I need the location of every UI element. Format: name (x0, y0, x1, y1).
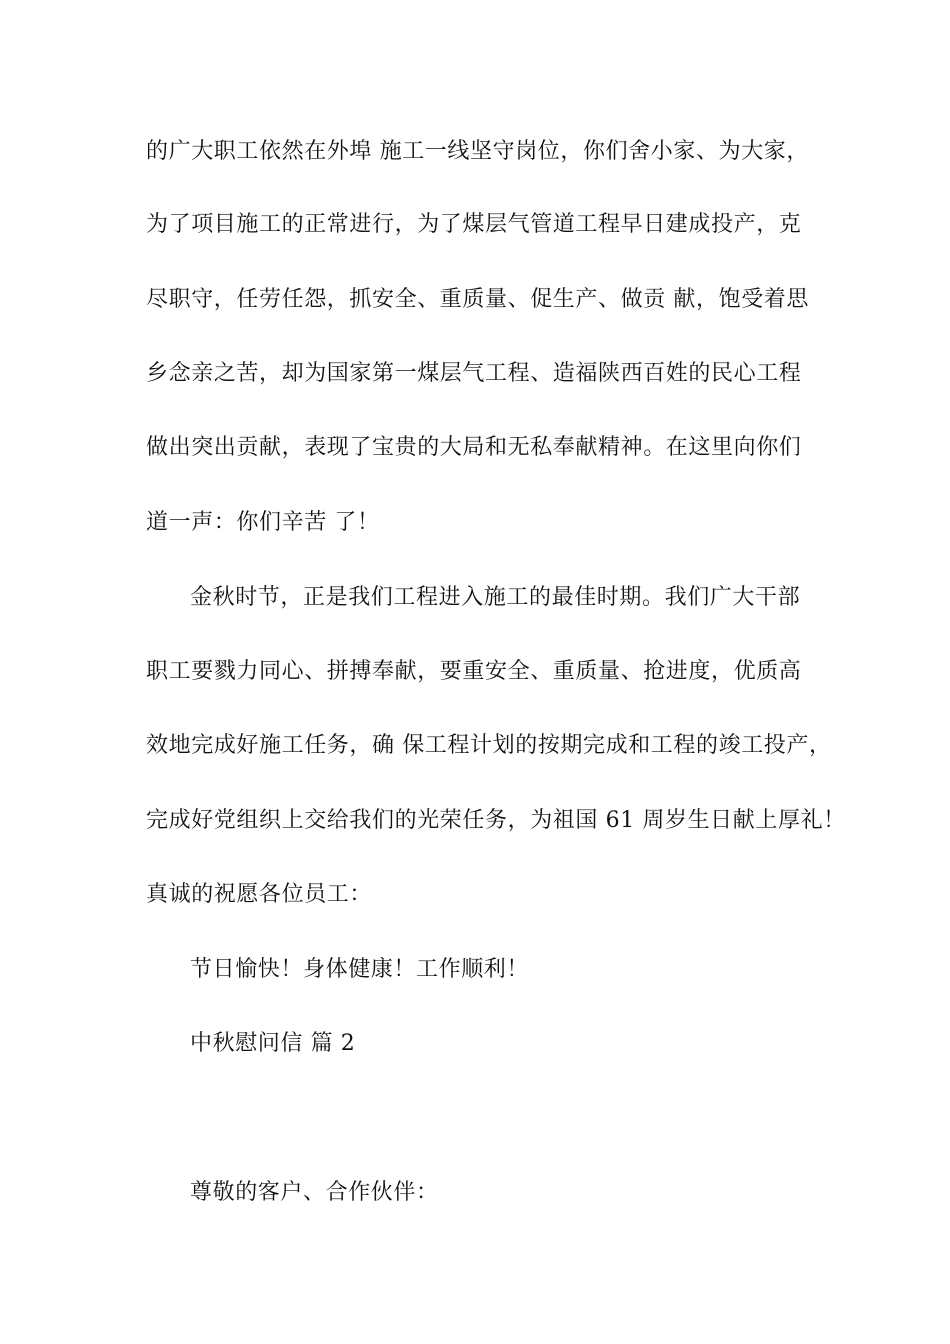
paragraph-line: 完成好党组织上交给我们的光荣任务，为祖国 61 周岁生日献上厚礼！ (146, 808, 846, 833)
greeting-line: 节日愉快！身体健康！工作顺利！ (190, 957, 530, 982)
paragraph-line: 真诚的祝愿各位员工： (146, 882, 373, 907)
paragraph-line: 尽职守，任劳任怨，抓安全、重质量、促生产、做贡 献，饱受着思 (146, 287, 809, 312)
paragraph-line: 职工要戮力同心、拼搏奉献，要重安全、重质量、抢进度，优质高 (146, 659, 802, 684)
salutation-line: 尊敬的客户、合作伙伴： (190, 1180, 439, 1205)
paragraph-line: 金秋时节，正是我们工程进入施工的最佳时期。我们广大干部 (190, 585, 801, 610)
paragraph-line: 为了项目施工的正常进行，为了煤层气管道工程早日建成投产，克 (146, 212, 802, 237)
paragraph-line: 道一声：你们辛苦 了！ (146, 510, 380, 535)
paragraph-line: 乡念亲之苦，却为国家第一煤层气工程、造福陕西百姓的民心工程 (146, 361, 802, 386)
paragraph-line: 效地完成好施工任务，确 保工程计划的按期完成和工程的竣工投产， (146, 733, 832, 758)
paragraph-line: 的广大职工依然在外埠 施工一线坚守岗位，你们舍小家、为大家， (146, 139, 809, 164)
paragraph-line: 做出突出贡献，表现了宝贵的大局和无私奉献精神。在这里向你们 (146, 435, 802, 460)
section-heading: 中秋慰问信 篇 2 (190, 1031, 356, 1056)
